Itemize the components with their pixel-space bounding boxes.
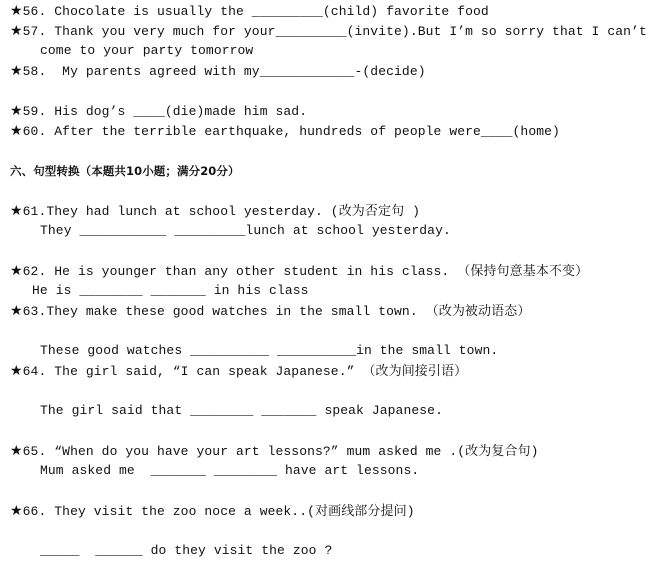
star-icon: ★ bbox=[10, 503, 23, 519]
star-icon: ★ bbox=[10, 303, 23, 319]
question-61-answer-line: They ___________ _________lunch at school yesterday. bbox=[40, 223, 451, 238]
star-icon: ★ bbox=[10, 263, 23, 279]
question-61: ★61.They had lunch at school yesterday. (改为否定句 ) bbox=[10, 203, 421, 219]
star-icon: ★ bbox=[10, 23, 23, 39]
question-63-answer-line: These good watches __________ __________in the small town. bbox=[40, 343, 499, 358]
question-64: ★64. The girl said, “I can speak Japanese.” （改为间接引语） bbox=[10, 363, 468, 379]
question-57-continued: come to your party tomorrow bbox=[40, 43, 254, 58]
star-icon: ★ bbox=[10, 203, 23, 219]
question-65-answer-line: Mum asked me _______ ________ have art lessons. bbox=[40, 463, 420, 478]
section-heading: 六、句型转换（本题共10小题；满分20分） bbox=[10, 164, 240, 178]
question-62: ★62. He is younger than any other student in his class. （保持句意基本不变） bbox=[10, 263, 589, 279]
star-icon: ★ bbox=[10, 3, 23, 19]
question-64-answer-line: The girl said that ________ _______ speak Japanese. bbox=[40, 403, 443, 418]
star-icon: ★ bbox=[10, 443, 23, 459]
question-62-answer-line: He is ________ _______ in his class bbox=[32, 283, 309, 298]
question-66: ★66. They visit the zoo noce a week..(对画线部分提问) bbox=[10, 503, 415, 519]
question-56: ★56. Chocolate is usually the _________(child) favorite food bbox=[10, 3, 489, 19]
question-65: ★65. “When do you have your art lessons?” mum asked me .(改为复合句) bbox=[10, 443, 539, 459]
question-63: ★63.They make these good watches in the small town. （改为被动语态） bbox=[10, 303, 531, 319]
question-66-answer-line: _____ ______ do they visit the zoo ? bbox=[40, 543, 333, 558]
star-icon: ★ bbox=[10, 103, 23, 119]
question-58: ★58. My parents agreed with my____________-(decide) bbox=[10, 63, 426, 79]
star-icon: ★ bbox=[10, 63, 23, 79]
question-59: ★59. His dog’s ____(die)made him sad. bbox=[10, 103, 308, 119]
star-icon: ★ bbox=[10, 123, 23, 139]
star-icon: ★ bbox=[10, 363, 23, 379]
question-57: ★57. Thank you very much for your_________(invite).But I’m so sorry that I can’t bbox=[10, 23, 647, 39]
question-60: ★60. After the terrible earthquake, hundreds of people were____(home) bbox=[10, 123, 560, 139]
